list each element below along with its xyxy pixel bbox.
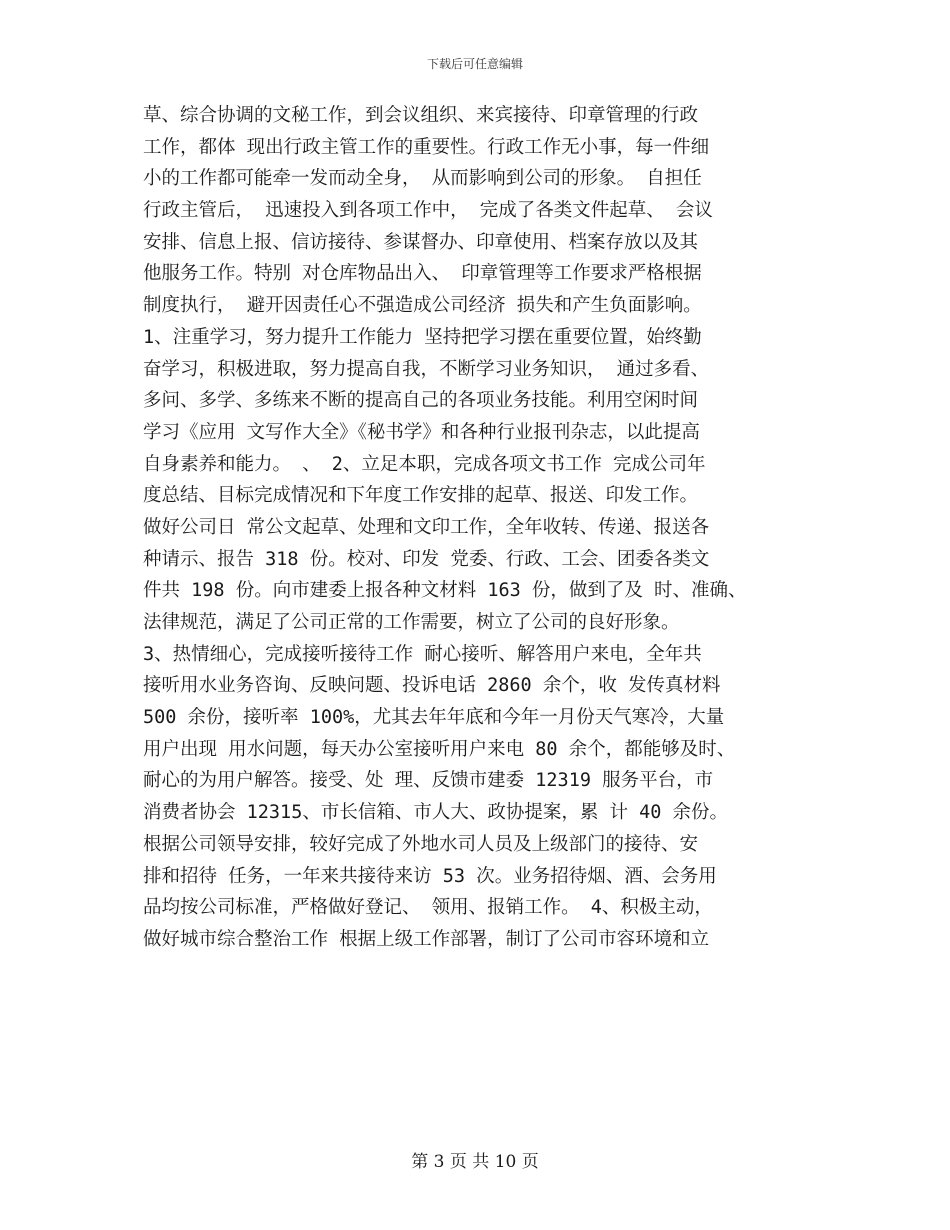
- text-line: 做好公司日 常公文起草、处理和文印工作，全年收转、传递、报送各: [143, 516, 710, 538]
- text-line: 小的工作都可能牵一发而动全身， 从而影响到公司的形象。 自担任: [143, 168, 702, 190]
- text-line: 种请示、报告 318 份。校对、印发 党委、行政、工会、团委各类文: [143, 548, 710, 570]
- text-line: 品均按公司标准，严格做好登记、 领用、报销工作。 4、积极主动，: [143, 897, 713, 919]
- text-line: 500 余份，接听率 100%，尤其去年年底和今年一月份天气寒冷，大量: [143, 707, 725, 729]
- text-line: 行政主管后， 迅速投入到各项工作中， 完成了各类文件起草、 会议: [143, 200, 713, 222]
- text-line: 他服务工作。特别 对仓库物品出入、 印章管理等工作要求严格根据: [143, 263, 702, 285]
- text-line: 消费者协会 12315、市长信箱、市人大、政协提案，累 计 40 余份。: [143, 802, 729, 824]
- text-line: 草、综合协调的文秘工作，到会议组织、来宾接待、印章管理的行政: [143, 105, 699, 126]
- text-line: 工作，都体 现出行政主管工作的重要性。行政工作无小事，每一件细: [143, 136, 710, 158]
- text-line: 用户出现 用水问题，每天办公室接听用户来电 80 余个，都能够及时、: [143, 738, 736, 760]
- text-line: 件共 198 份。向市建委上报各种文材料 163 份，做到了及 时、准确、: [143, 580, 747, 602]
- page-header: 下载后可任意编辑: [426, 57, 523, 71]
- text-line: 自身素养和能力。 、 2、立足本职，完成各项文书工作 完成公司年: [143, 453, 706, 475]
- text-line: 法律规范，满足了公司正常的工作需要，树立了公司的良好形象。: [143, 612, 680, 633]
- document-body: [143, 100, 833, 956]
- text-line: 安排、信息上报、信访接待、参谋督办、印章使用、档案存放以及其: [143, 231, 699, 253]
- text-line: 学习《应用 文写作大全》《秘书学》和各种行业报刊杂志，以此提高: [143, 421, 700, 443]
- text-line: 3、热情细心，完成接听接待工作 耐心接听、解答用户来电，全年共: [143, 643, 702, 665]
- text-line: 耐心的为用户解答。接受、处 理、反馈市建委 12319 服务平台，市: [143, 770, 714, 792]
- text-line: 多问、多学、多练来不断的提高自己的各项业务技能。利用空闲时间: [143, 390, 699, 412]
- text-line: 奋学习，积极进取，努力提高自我，不断学习业务知识， 通过多看、: [143, 358, 710, 380]
- text-line: 制度执行， 避开因责任心不强造成公司经济 损失和产生负面影响。: [143, 295, 702, 317]
- page-number-footer: 第 3 页 共 10 页: [411, 1152, 539, 1172]
- text-line: 接听用水业务咨询、反映问题、投诉电话 2860 余个，收 发传真材料: [143, 675, 721, 697]
- text-line: 度总结、目标完成情况和下年度工作安排的起草、报送、印发工作。: [143, 485, 699, 507]
- text-line: 排和招待 任务，一年来共接待来访 53 次。业务招待烟、酒、会务用: [143, 865, 717, 887]
- text-line: 根据公司领导安排，较好完成了外地水司人员及上级部门的接待、安: [143, 833, 699, 855]
- text-line: 1、注重学习，努力提升工作能力 坚持把学习摆在重要位置，始终勤: [143, 326, 702, 348]
- text-line: 做好城市综合整治工作 根据上级工作部署，制订了公司市容环境和立: [143, 928, 710, 950]
